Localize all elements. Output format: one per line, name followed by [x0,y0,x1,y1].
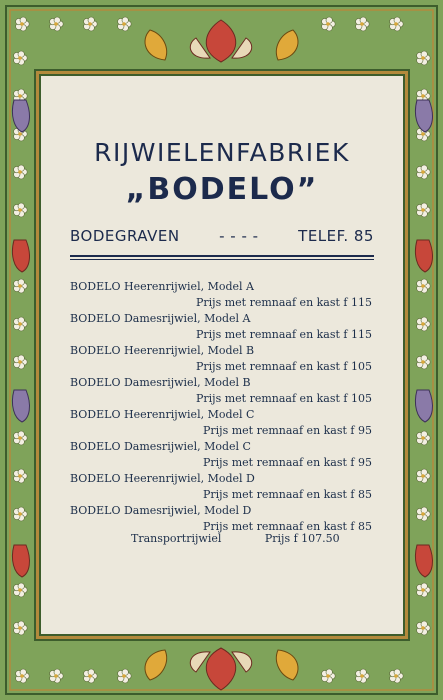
transport-bike-line [131,532,340,545]
border-flower [14,469,28,483]
model-price: Prijs met remnaaf en kast f 115 [196,327,372,341]
border-flower [50,17,64,31]
border-flower [14,51,28,65]
model-name: BODELO Damesrijwiel, Model A [70,312,251,325]
border-flower [417,431,431,445]
phone-number: TELEF. 85 [298,227,374,245]
list-item [70,471,374,503]
border-flower [390,669,404,683]
border-flower [417,469,431,483]
border-flower [50,669,64,683]
transport-name: Transportrijwiel [131,532,222,545]
border-flower [417,51,431,65]
border-flower [417,583,431,597]
brand-name: „BODELO” [125,172,319,207]
border-flower [14,621,28,635]
border-flower [417,203,431,217]
model-name: BODELO Heerenrijwiel, Model A [70,280,254,293]
city-name: BODEGRAVEN [70,227,180,245]
border-flower [322,17,336,31]
border-flower [322,669,336,683]
double-rule-top [70,255,374,257]
model-price: Prijs met remnaaf en kast f 85 [203,487,372,501]
border-flower [356,17,370,31]
border-flower [417,621,431,635]
border-flower [118,17,132,31]
border-flower [417,507,431,521]
border-flower [14,507,28,521]
border-flower [84,669,98,683]
border-flower [118,669,132,683]
border-flower [14,165,28,179]
border-flower [14,355,28,369]
model-price: Prijs met remnaaf en kast f 85 [203,519,372,533]
border-flower [14,431,28,445]
transport-price: Prijs f 107.50 [264,532,340,545]
border-flower [390,17,404,31]
model-price: Prijs met remnaaf en kast f 95 [203,455,372,469]
model-price: Prijs met remnaaf en kast f 115 [196,295,372,309]
list-item [70,375,374,407]
border-flower [14,583,28,597]
model-name: BODELO Heerenrijwiel, Model B [70,344,255,357]
top-lily-ornament [145,20,298,62]
list-item [70,343,374,375]
model-name: BODELO Heerenrijwiel, Model D [70,472,255,485]
border-flower [417,279,431,293]
model-price: Prijs met remnaaf en kast f 105 [196,359,372,373]
border-flower [14,317,28,331]
list-item [70,407,374,439]
border-flower [417,317,431,331]
model-name: BODELO Damesrijwiel, Model D [70,504,252,517]
separator-dashes: - - - - [219,227,259,245]
address-line [70,227,374,245]
border-flower [417,165,431,179]
model-price: Prijs met remnaaf en kast f 105 [196,391,372,405]
list-item [70,439,374,471]
double-rule-bottom [70,259,374,260]
border-flower [417,355,431,369]
border-flower [16,17,30,31]
border-flower [16,669,30,683]
list-item [70,311,374,343]
bottom-lily-ornament [145,648,298,690]
model-list [70,279,374,535]
border-flower [14,203,28,217]
model-name: BODELO Heerenrijwiel, Model C [70,408,255,421]
company-title: RIJWIELENFABRIEK [94,138,350,167]
model-name: BODELO Damesrijwiel, Model C [70,440,251,453]
list-item [70,503,374,535]
border-flower [84,17,98,31]
price-panel [39,74,405,636]
list-item [70,279,374,311]
border-flower [356,669,370,683]
model-price: Prijs met remnaaf en kast f 95 [203,423,372,437]
border-flower [14,279,28,293]
model-name: BODELO Damesrijwiel, Model B [70,376,251,389]
